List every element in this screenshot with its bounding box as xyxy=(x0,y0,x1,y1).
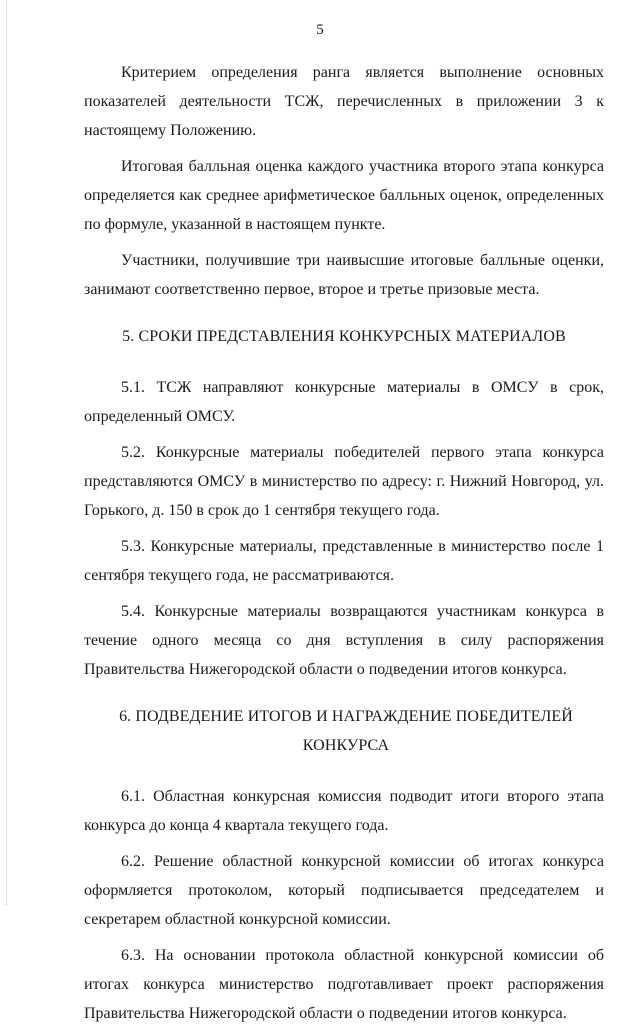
paragraph-6-3: 6.3. На основании протокола областной конкурсной комиссии об итогах конкурса министерство подготавливает проект распоряжения Правительства Нижегородской области о подведении итогов конкурса. xyxy=(84,947,604,1022)
page-number: 5 xyxy=(316,22,324,38)
paragraph-5-3: 5.3. Конкурсные материалы, представленные в министерство после 1 сентября текущего года, не рассматриваются. xyxy=(84,538,604,584)
section-6-heading: 6. ПОДВЕДЕНИЕ ИТОГОВ И НАГРАЖДЕНИЕ ПОБЕДИТЕЛЕЙ КОНКУРСА xyxy=(119,708,573,754)
paragraph-5-1: 5.1. ТСЖ направляют конкурсные материалы в ОМСУ в срок, определенный ОМСУ. xyxy=(84,379,604,425)
paragraph-prize-places: Участники, получившие три наивысшие итоговые балльные оценки, занимают соответственно первое, второе и третье призовые места. xyxy=(84,252,604,298)
paragraph-rank-criterion: Критерием определения ранга является выполнение основных показателей деятельности ТСЖ, перечисленных в приложении 3 к настоящему Положению. xyxy=(84,64,604,139)
page-edge-line xyxy=(6,0,8,905)
paragraph-6-2: 6.2. Решение областной конкурсной комиссии об итогах конкурса оформляется протоколом, который подписывается председателем и секретарем областной конкурсной комиссии. xyxy=(84,853,604,928)
paragraph-5-4: 5.4. Конкурсные материалы возвращаются участникам конкурса в течение одного месяца со дня вступления в силу распоряжения Правительства Нижегородской области о подведении итогов конкурса. xyxy=(84,603,604,678)
document-body xyxy=(84,58,604,1035)
paragraph-final-score: Итоговая балльная оценка каждого участника второго этапа конкурса определяется как среднее арифметическое балльных оценок, определенных по формуле, указанной в настоящем пункте. xyxy=(84,158,604,233)
section-5-heading: 5. СРОКИ ПРЕДСТАВЛЕНИЯ КОНКУРСНЫХ МАТЕРИАЛОВ xyxy=(122,328,566,345)
paragraph-5-2: 5.2. Конкурсные материалы победителей первого этапа конкурса представляются ОМСУ в министерство по адресу: г. Нижний Новгород, ул. Горького, д. 150 в срок до 1 сентября текущего года. xyxy=(84,444,604,519)
paragraph-6-1: 6.1. Областная конкурсная комиссия подводит итоги второго этапа конкурса до конца 4 квартала текущего года. xyxy=(84,788,604,834)
